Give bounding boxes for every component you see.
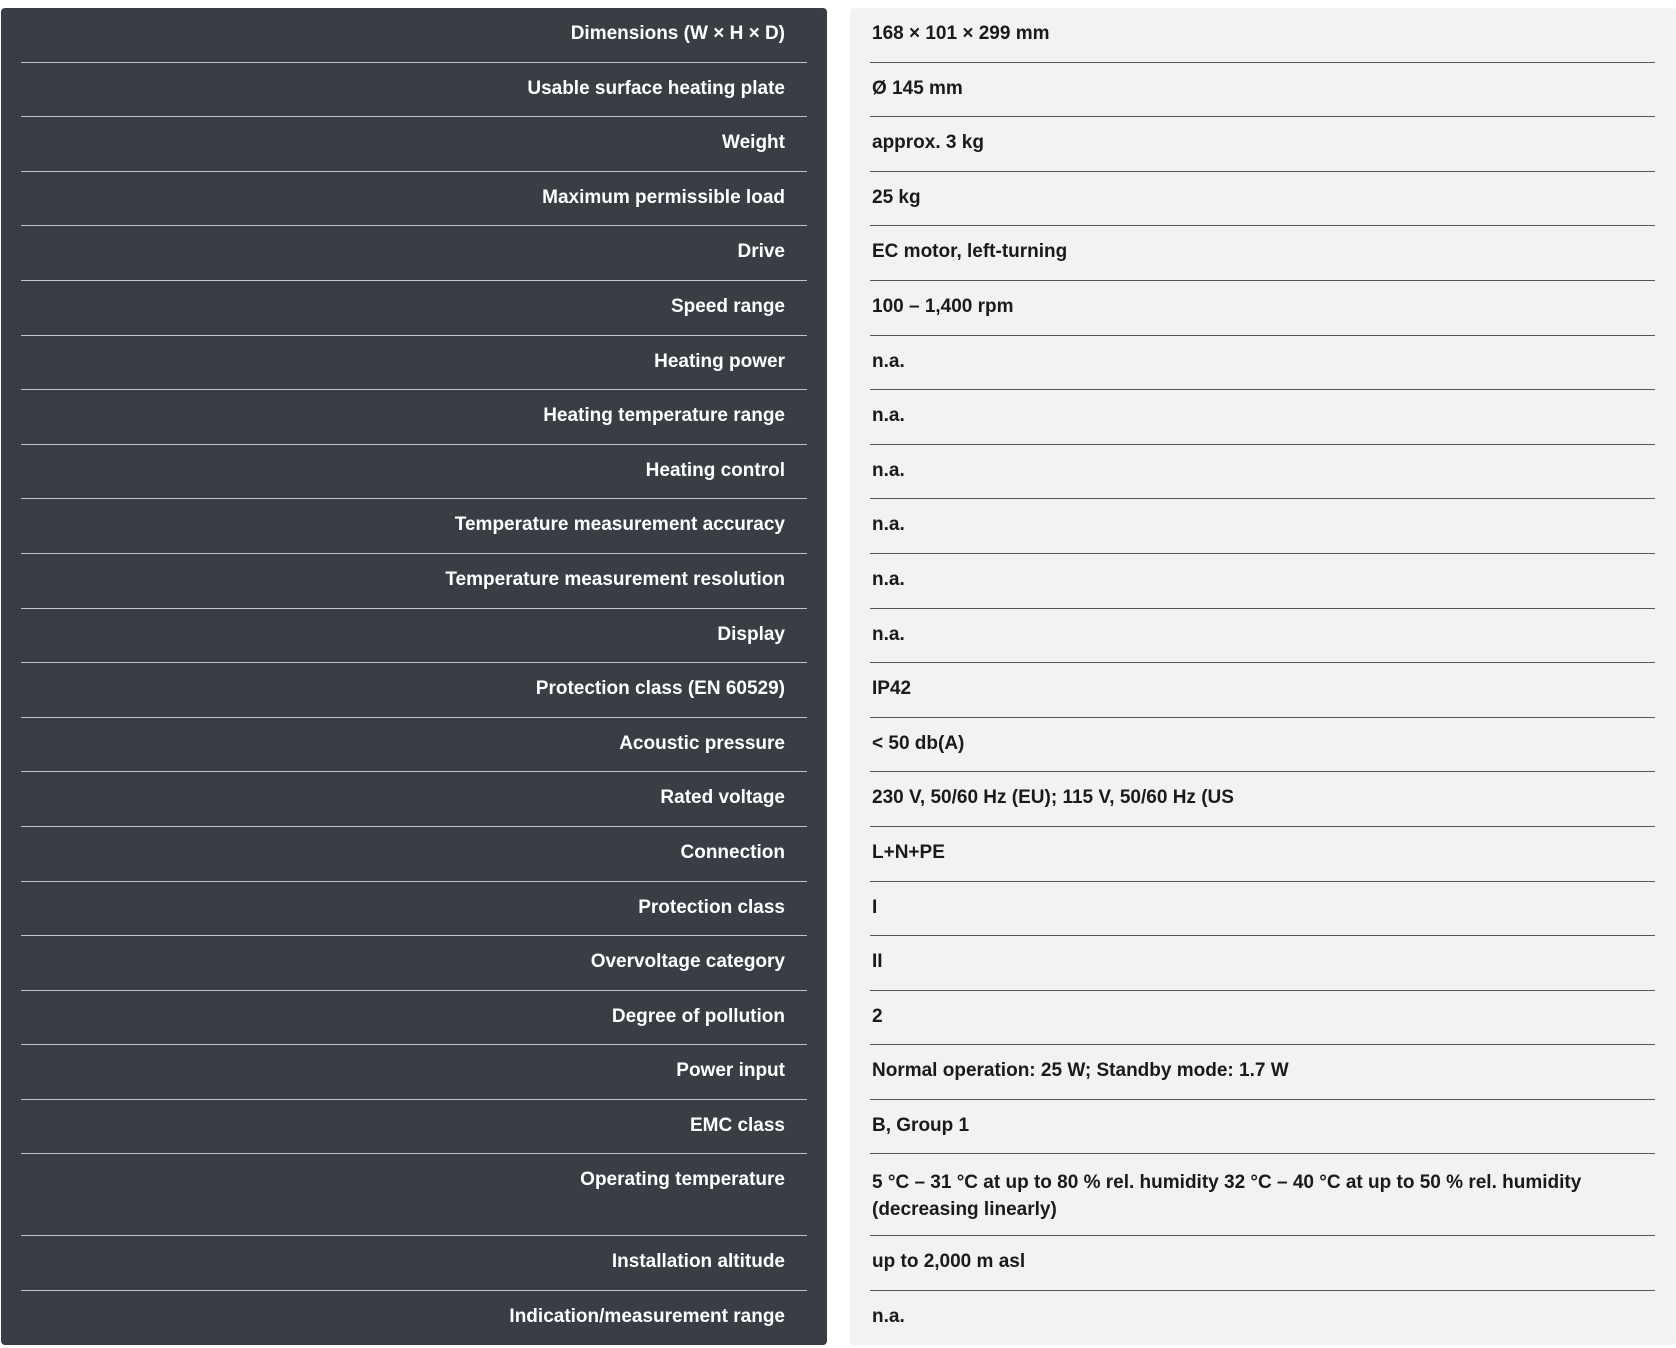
spec-label: Heating temperature range bbox=[21, 390, 807, 445]
spec-row bbox=[0, 772, 1676, 827]
spec-table bbox=[0, 8, 1676, 1345]
spec-row bbox=[0, 991, 1676, 1046]
spec-label: Heating control bbox=[21, 445, 807, 500]
spec-row bbox=[0, 1154, 1676, 1236]
spec-label: Connection bbox=[21, 827, 807, 882]
spec-value: up to 2,000 m asl bbox=[870, 1236, 1655, 1291]
spec-value: EC motor, left-turning bbox=[870, 226, 1655, 281]
spec-row bbox=[0, 1045, 1676, 1100]
spec-label: Operating temperature bbox=[21, 1154, 807, 1236]
spec-label: Installation altitude bbox=[21, 1236, 807, 1291]
spec-value: < 50 db(A) bbox=[870, 718, 1655, 773]
spec-value: II bbox=[870, 936, 1655, 991]
spec-row bbox=[0, 226, 1676, 281]
spec-row bbox=[0, 554, 1676, 609]
spec-row bbox=[0, 882, 1676, 937]
spec-value: n.a. bbox=[870, 609, 1655, 664]
spec-label: Drive bbox=[21, 226, 807, 281]
spec-row bbox=[0, 827, 1676, 882]
spec-row bbox=[0, 390, 1676, 445]
spec-label: Dimensions (W × H × D) bbox=[21, 8, 807, 63]
spec-label: Protection class bbox=[21, 882, 807, 937]
spec-label: Protection class (EN 60529) bbox=[21, 663, 807, 718]
spec-label: Display bbox=[21, 609, 807, 664]
spec-value: approx. 3 kg bbox=[870, 117, 1655, 172]
spec-value: n.a. bbox=[870, 499, 1655, 554]
spec-value: IP42 bbox=[870, 663, 1655, 718]
spec-label: Rated voltage bbox=[21, 772, 807, 827]
spec-row bbox=[0, 172, 1676, 227]
spec-label: Power input bbox=[21, 1045, 807, 1100]
spec-label: Temperature measurement resolution bbox=[21, 554, 807, 609]
spec-label: Acoustic pressure bbox=[21, 718, 807, 773]
spec-row bbox=[0, 1236, 1676, 1291]
spec-value: 168 × 101 × 299 mm bbox=[870, 8, 1655, 63]
spec-row bbox=[0, 63, 1676, 118]
spec-row bbox=[0, 445, 1676, 500]
spec-label: Usable surface heating plate bbox=[21, 63, 807, 118]
spec-label: Overvoltage category bbox=[21, 936, 807, 991]
spec-value: 230 V, 50/60 Hz (EU); 115 V, 50/60 Hz (US bbox=[870, 772, 1655, 827]
spec-label: EMC class bbox=[21, 1100, 807, 1155]
spec-row bbox=[0, 117, 1676, 172]
spec-value: B, Group 1 bbox=[870, 1100, 1655, 1155]
spec-value: Normal operation: 25 W; Standby mode: 1.7 W bbox=[870, 1045, 1655, 1100]
spec-row bbox=[0, 936, 1676, 991]
spec-value: Ø 145 mm bbox=[870, 63, 1655, 118]
spec-value: n.a. bbox=[870, 554, 1655, 609]
spec-value: 2 bbox=[870, 991, 1655, 1046]
spec-label: Temperature measurement accuracy bbox=[21, 499, 807, 554]
spec-row bbox=[0, 718, 1676, 773]
spec-value: I bbox=[870, 882, 1655, 937]
spec-label: Speed range bbox=[21, 281, 807, 336]
spec-value: 5 °C – 31 °C at up to 80 % rel. humidity 32 °C – 40 °C at up to 50 % rel. humidity (decreasing linearly) bbox=[870, 1154, 1655, 1236]
spec-row bbox=[0, 1291, 1676, 1346]
spec-row bbox=[0, 336, 1676, 391]
spec-row bbox=[0, 499, 1676, 554]
spec-label: Indication/measurement range bbox=[509, 1305, 785, 1327]
spec-label: Heating power bbox=[21, 336, 807, 391]
spec-label: Maximum permissible load bbox=[21, 172, 807, 227]
spec-label: Weight bbox=[21, 117, 807, 172]
spec-row bbox=[0, 663, 1676, 718]
spec-row bbox=[0, 8, 1676, 63]
spec-row bbox=[0, 281, 1676, 336]
spec-value: n.a. bbox=[872, 1305, 905, 1327]
spec-value: n.a. bbox=[870, 390, 1655, 445]
spec-value: 100 – 1,400 rpm bbox=[870, 281, 1655, 336]
spec-label: Degree of pollution bbox=[21, 991, 807, 1046]
spec-value: L+N+PE bbox=[870, 827, 1655, 882]
spec-row bbox=[0, 609, 1676, 664]
spec-value: n.a. bbox=[870, 445, 1655, 500]
spec-value: n.a. bbox=[870, 336, 1655, 391]
spec-row bbox=[0, 1100, 1676, 1155]
spec-value: 25 kg bbox=[870, 172, 1655, 227]
